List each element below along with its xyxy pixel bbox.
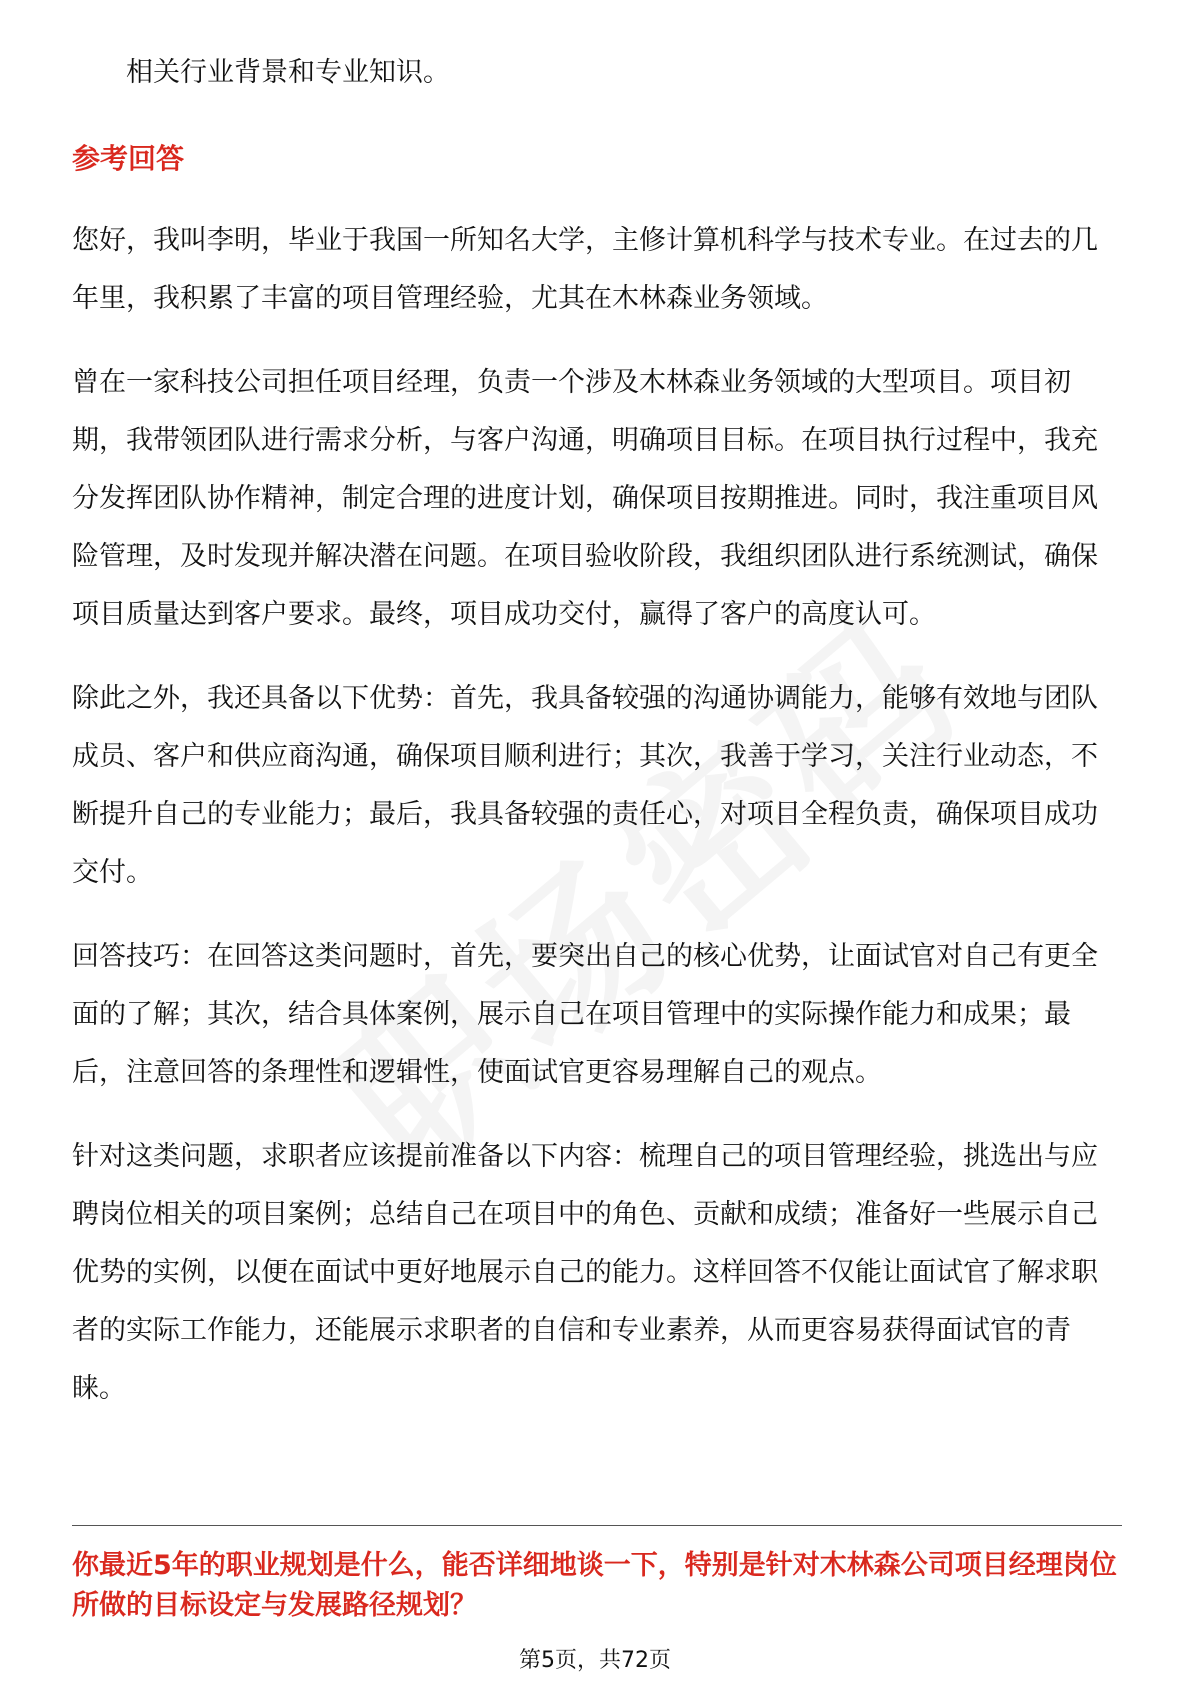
preparation-paragraph: 针对这类问题，求职者应该提前准备以下内容：梳理自己的项目管理经验，挑选出与应聘岗位相关的项目案例；总结自己在项目中的角色、贡献和成绩；准备好一些展示自己优势的实例，以便在面试中更好地展示自己的能力。这样回答不仅能让面试官了解求职者的实际工作能力，还能展示求职者的自信和专业素养，从而更容易获得面试官的青睐。	[72, 1141, 1098, 1404]
lead-line: 相关行业背景和专业知识。	[126, 57, 450, 88]
next-question-heading: 你最近5年的职业规划是什么，能否详细地谈一下，特别是针对木林森公司项目经理岗位所做的目标设定与发展路径规划？	[72, 1550, 1117, 1621]
answer-paragraph-1: 您好，我叫李明，毕业于我国一所知名大学，主修计算机科学与技术专业。在过去的几年里，我积累了丰富的项目管理经验，尤其在木林森业务领域。	[72, 225, 1098, 314]
page-footer: 第5页，共72页	[519, 1648, 671, 1673]
section-label-reference-answer: 参考回答	[72, 142, 185, 175]
section-divider	[72, 1525, 1122, 1526]
answer-paragraph-2: 曾在一家科技公司担任项目经理，负责一个涉及木林森业务领域的大型项目。项目初期，我带领团队进行需求分析，与客户沟通，明确项目目标。在项目执行过程中，我充分发挥团队协作精神，制定合理的进度计划，确保项目按期推进。同时，我注重项目风险管理，及时发现并解决潜在问题。在项目验收阶段，我组织团队进行系统测试，确保项目质量达到客户要求。最终，项目成功交付，赢得了客户的高度认可。	[72, 367, 1098, 630]
answer-paragraph-3: 除此之外，我还具备以下优势：首先，我具备较强的沟通协调能力，能够有效地与团队成员、客户和供应商沟通，确保项目顺利进行；其次，我善于学习，关注行业动态，不断提升自己的专业能力；最后，我具备较强的责任心，对项目全程负责，确保项目成功交付。	[72, 683, 1098, 888]
tips-paragraph: 回答技巧：在回答这类问题时，首先，要突出自己的核心优势，让面试官对自己有更全面的了解；其次，结合具体案例，展示自己在项目管理中的实际操作能力和成果；最后，注意回答的条理性和逻辑性，使面试官更容易理解自己的观点。	[72, 941, 1098, 1088]
document-body	[72, 44, 1122, 1418]
